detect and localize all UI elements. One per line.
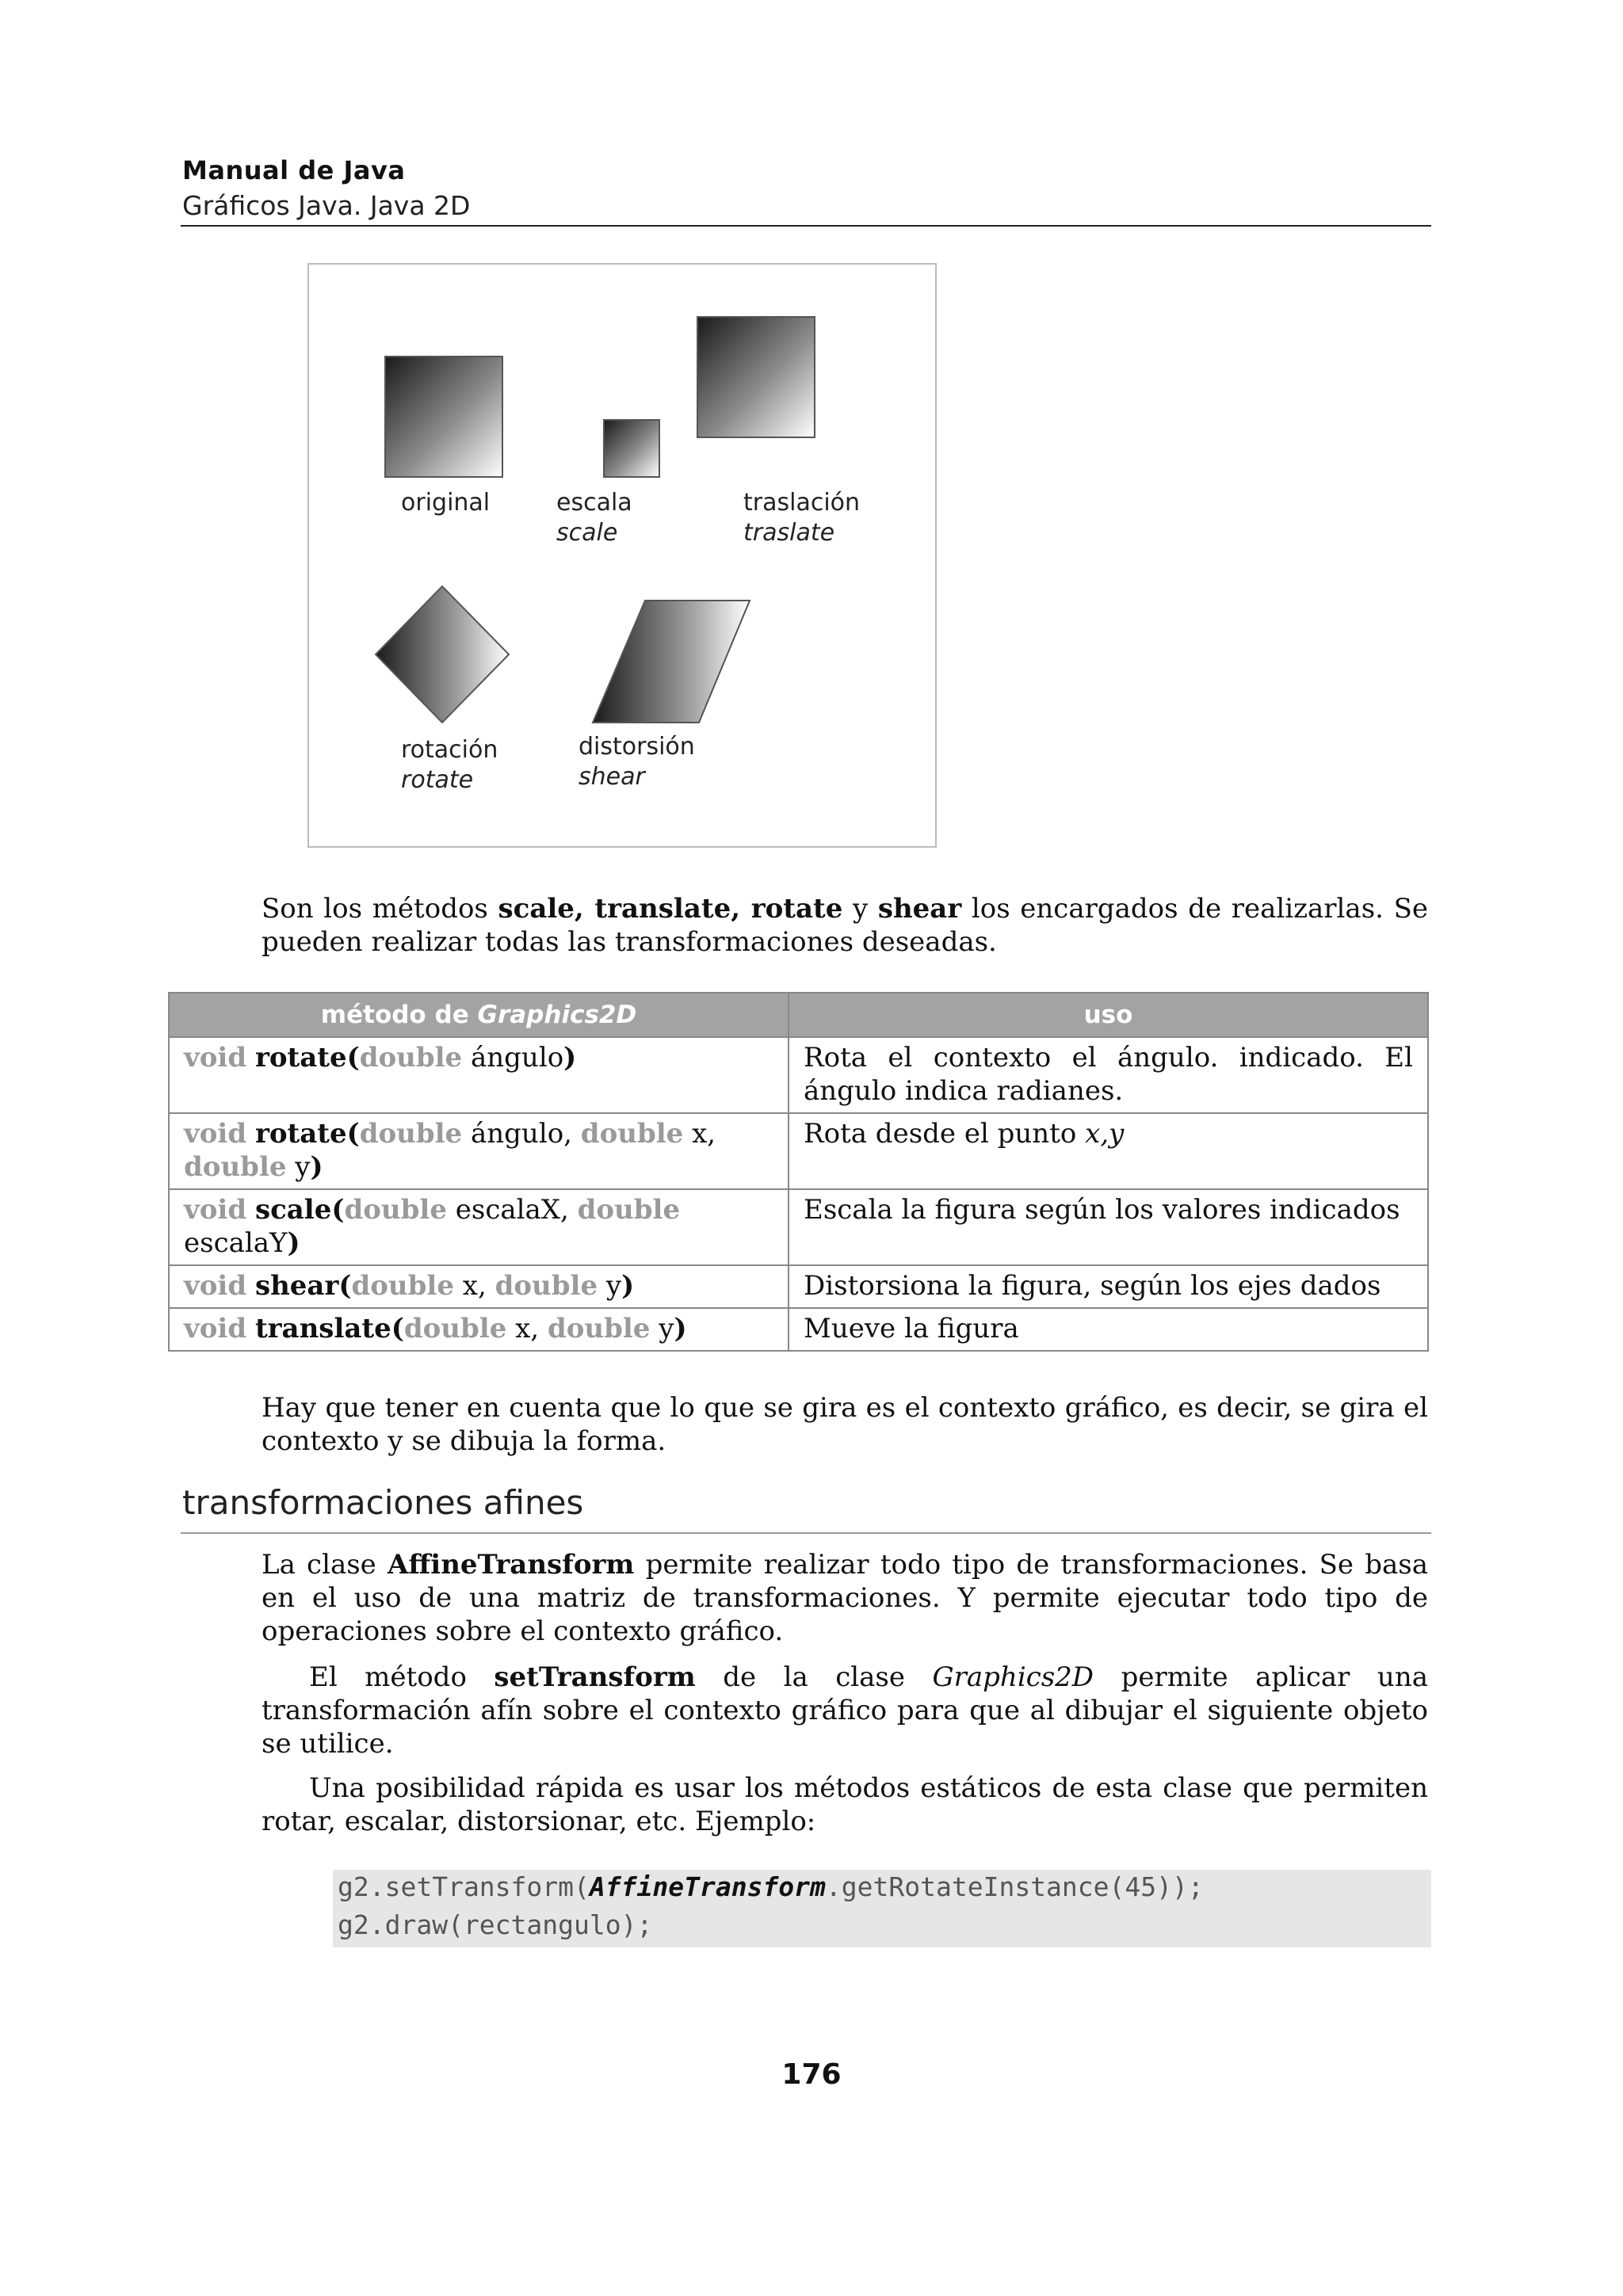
label-rotate: [401, 735, 498, 795]
keyword-void: void: [184, 1313, 247, 1344]
chapter-subtitle: Gráficos Java. Java 2D: [182, 190, 471, 221]
use-cell: Rota el contexto el ángulo. indicado. El ángulo indica radianes.: [789, 1037, 1428, 1113]
header-method-class: Graphics2D: [477, 1001, 637, 1029]
methods-table: [168, 992, 1429, 1352]
keyword-void: void: [184, 1118, 247, 1150]
rotated-square: [376, 586, 509, 723]
keyword-double: double: [547, 1313, 651, 1344]
close-paren: ): [287, 1227, 300, 1259]
text-run: los encargados de realizarlas. Se pueden realizar todas las transformaciones deseadas.: [262, 893, 1428, 958]
argument: x,: [506, 1313, 548, 1344]
use-cell: Escala la figura según los valores indicados: [789, 1189, 1428, 1265]
keyword-double: double: [359, 1118, 463, 1150]
text-run: de la clase: [695, 1661, 933, 1693]
keyword-double: double: [495, 1270, 598, 1302]
argument: escalaY: [184, 1227, 288, 1259]
keyword-double: double: [580, 1118, 684, 1150]
argument: y: [650, 1313, 674, 1344]
method-cell: [169, 1113, 789, 1189]
label-rotate-es: rotación: [401, 736, 498, 764]
use-cell: Mueve la figura: [789, 1308, 1428, 1351]
label-shear-en: shear: [579, 763, 645, 791]
table-row: [169, 1308, 1428, 1351]
method-names: scale, translate, rotate: [498, 893, 843, 925]
keyword-void: void: [184, 1042, 247, 1074]
label-translate-es: traslación: [743, 489, 861, 517]
settransform-paragraph: [262, 1661, 1428, 1760]
intro-paragraph: [262, 892, 1428, 959]
method-cell: [169, 1037, 789, 1113]
static-methods-paragraph: Una posibilidad rápida es usar los métodos estáticos de esta clase que permiten rotar, escalar, distorsionar, etc. Ejemplo:: [262, 1772, 1428, 1837]
header-method: [169, 993, 789, 1037]
use-cell: Distorsiona la figura, según los ejes dados: [789, 1265, 1428, 1308]
close-paren: ): [674, 1313, 687, 1344]
argument: x,: [683, 1118, 716, 1150]
argument: x,: [453, 1270, 495, 1302]
scaled-square: [604, 420, 659, 477]
method-name: scale(: [254, 1194, 345, 1226]
method-name: setTransform: [494, 1661, 696, 1693]
table-row: [169, 1037, 1428, 1113]
label-scale-en: scale: [556, 519, 618, 547]
keyword-double: double: [184, 1151, 287, 1183]
affine-intro-paragraph: [262, 1548, 1428, 1648]
use-text: Rota desde el punto: [804, 1118, 1086, 1150]
code-text: .getRotateInstance(45));: [825, 1871, 1204, 1902]
label-original: original: [401, 489, 491, 517]
keyword-double: double: [577, 1194, 681, 1226]
label-shear: [579, 732, 695, 792]
method-cell: [169, 1308, 789, 1351]
label-translate: [743, 488, 860, 548]
table-row: [169, 1113, 1428, 1189]
page-number: 176: [781, 2058, 842, 2091]
header-use: uso: [789, 993, 1428, 1037]
text-run: y: [842, 893, 878, 925]
header-method-prefix: método de: [320, 1001, 478, 1029]
argument: y: [286, 1151, 311, 1183]
close-paren: ): [563, 1042, 577, 1074]
use-cell: [789, 1113, 1428, 1189]
method-name: rotate(: [254, 1042, 360, 1074]
keyword-void: void: [184, 1194, 247, 1226]
keyword-double: double: [359, 1042, 463, 1074]
text-run: permite realizar todo tipo de transformaciones. Se basa en el uso de una matriz de transformaciones. Y permite ejecutar todo tipo de operaciones sobre el contexto gráfico.: [262, 1549, 1428, 1647]
transformations-figure: [307, 263, 937, 848]
text-run: permite aplicar una transformación afín sobre el contexto gráfico para que al dibujar el siguiente objeto se utilice.: [262, 1661, 1428, 1760]
label-shear-es: distorsión: [579, 733, 695, 761]
use-italic: x,y: [1085, 1118, 1125, 1150]
label-scale: [556, 488, 632, 548]
header-divider: [181, 225, 1431, 227]
close-paren: ): [621, 1270, 635, 1302]
method-cell: [169, 1189, 789, 1265]
argument: y: [598, 1270, 622, 1302]
class-name: AffineTransform: [388, 1549, 635, 1581]
argument: ángulo,: [462, 1118, 581, 1150]
original-square: [385, 357, 502, 477]
context-note-paragraph: Hay que tener en cuenta que lo que se gira es el contexto gráfico, es decir, se gira el contexto y se dibuja la forma.: [262, 1392, 1428, 1457]
class-name: Graphics2D: [932, 1661, 1094, 1693]
keyword-double: double: [344, 1194, 447, 1226]
method-name: shear(: [254, 1270, 352, 1302]
book-title: Manual de Java: [182, 155, 406, 185]
table-row: [169, 1189, 1428, 1265]
method-name-shear: shear: [877, 893, 962, 925]
text-run: El método: [309, 1661, 495, 1693]
label-scale-es: escala: [556, 489, 632, 517]
argument: ángulo: [462, 1042, 564, 1074]
method-name: rotate(: [254, 1118, 360, 1150]
section-title: transformaciones afines: [182, 1483, 584, 1522]
close-paren: ): [310, 1151, 323, 1183]
section-divider: [181, 1532, 1431, 1534]
table-row: [169, 1265, 1428, 1308]
sheared-square: [593, 601, 750, 723]
label-rotate-en: rotate: [401, 766, 474, 794]
keyword-double: double: [403, 1313, 507, 1344]
code-line-2: g2.draw(rectangulo);: [338, 1909, 653, 1940]
code-class-name: AffineTransform: [589, 1871, 826, 1902]
argument: escalaX,: [446, 1194, 578, 1226]
table-header-row: [169, 993, 1428, 1037]
code-line-1: [338, 1871, 1204, 1902]
method-name: translate(: [254, 1313, 404, 1344]
translated-square: [697, 317, 815, 437]
keyword-void: void: [184, 1270, 247, 1302]
keyword-double: double: [351, 1270, 454, 1302]
text-run: Son los métodos: [262, 893, 498, 925]
method-cell: [169, 1265, 789, 1308]
text-run: La clase: [262, 1549, 388, 1581]
label-translate-en: traslate: [743, 519, 835, 547]
code-text: g2.setTransform(: [338, 1871, 590, 1902]
